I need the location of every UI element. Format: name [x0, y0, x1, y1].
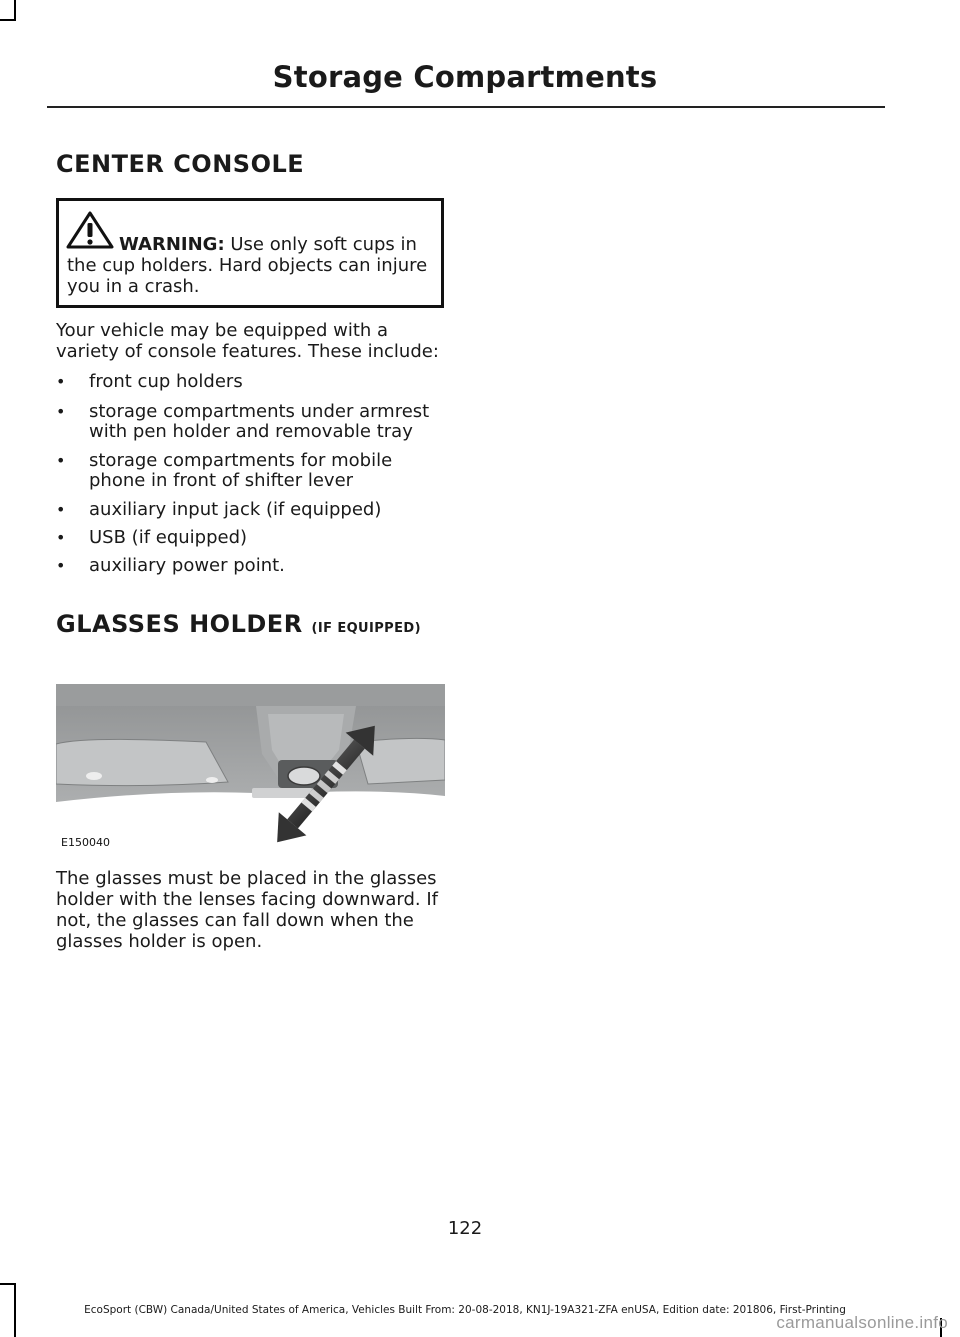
glasses-holder-section: [56, 610, 448, 638]
console-intro: Your vehicle may be equipped with a variety of console features. These include:: [56, 320, 439, 362]
crop-mark-top-left-v: [14, 0, 16, 20]
warning-body: Use only soft cups in the cup holders. Hard objects can injure you in a crash.: [67, 234, 428, 297]
glasses-holder-heading: GLASSES HOLDER (IF EQUIPPED): [56, 610, 421, 638]
center-console-section: [56, 150, 448, 178]
list-item: • storage compartments under armrest with pen holder and removable tray: [56, 402, 451, 442]
warning-text: [67, 234, 439, 297]
list-item: • storage compartments for mobile phone in front of shifter lever: [56, 451, 451, 491]
header-divider: [47, 106, 885, 108]
list-item: • USB (if equipped): [56, 528, 451, 548]
page-header-title: Storage Compartments: [272, 60, 658, 94]
crop-mark-top-left-h: [0, 19, 16, 21]
if-equipped-tag: (IF EQUIPPED): [311, 621, 421, 636]
glasses-holder-drawing: [56, 684, 445, 854]
watermark: carmanualsonline.info: [776, 1313, 948, 1332]
crop-mark-bottom-left-h: [0, 1283, 16, 1285]
list-item: • auxiliary input jack (if equipped): [56, 500, 451, 520]
glasses-holder-body: The glasses must be placed in the glasses holder with the lenses facing downward. If not, the glasses can fall down when the glasses holder is open.: [56, 868, 438, 952]
center-console-heading: CENTER CONSOLE: [56, 150, 305, 178]
list-item: • front cup holders: [56, 372, 451, 392]
document-footer: EcoSport (CBW) Canada/United States of America, Vehicles Built From: 20-08-2018, KN1J-19A321-ZFA enUSA, Edition date: 201806, First-Printing: [84, 1304, 846, 1316]
warning-label: WARNING:: [119, 234, 225, 255]
glasses-holder-illustration: [56, 684, 445, 854]
list-item: • auxiliary power point.: [56, 556, 451, 576]
figure-id: E150040: [61, 836, 110, 849]
page-number: 122: [447, 1218, 483, 1239]
console-feature-list: [56, 372, 451, 576]
warning-box: [56, 198, 444, 308]
